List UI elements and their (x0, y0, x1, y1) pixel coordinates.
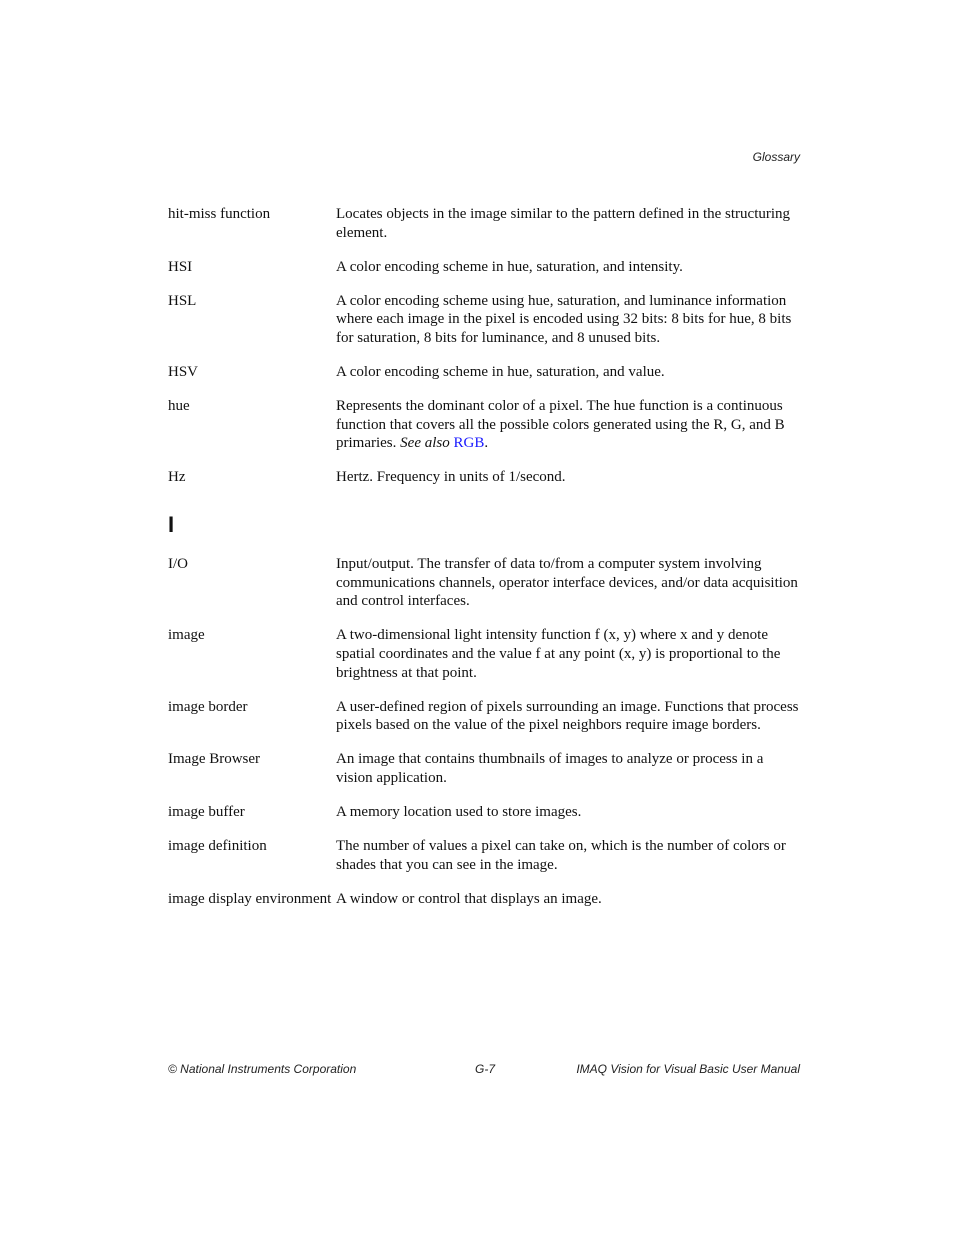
glossary-entry (168, 205, 800, 242)
glossary-entries (168, 205, 800, 924)
glossary-term: image display environment (168, 890, 332, 907)
glossary-entry (168, 890, 800, 909)
glossary-entry (168, 750, 800, 787)
definition-text-end: . (484, 435, 489, 452)
glossary-entry (168, 837, 800, 874)
glossary-definition: Locates objects in the image similar to the pattern defined in the structuring element. (336, 206, 791, 241)
glossary-definition: A two-dimensional light intensity function f (x, y) where x and y denote spatial coordinates and the value f at any point (x, y) is proportional to the brightness at that point. (336, 627, 781, 681)
glossary-definition: A color encoding scheme in hue, saturation, and intensity. (336, 258, 683, 275)
definition-text: Represents the dominant color of a pixel. The hue function is a continuous function that covers all the possible colors generated using the R, G, and B primaries. (336, 398, 785, 452)
running-head: Glossary (752, 150, 800, 164)
glossary-definition: A window or control that displays an image. (336, 890, 602, 907)
rgb-link[interactable]: RGB (453, 435, 485, 452)
glossary-term: HSL (168, 292, 197, 309)
glossary-definition: A color encoding scheme in hue, saturation, and value. (336, 364, 665, 381)
footer-manual-title: IMAQ Vision for Visual Basic User Manual (576, 1062, 800, 1076)
see-also-label: See also (400, 435, 450, 452)
glossary-term: image buffer (168, 803, 245, 820)
footer-copyright: © National Instruments Corporation (168, 1062, 357, 1076)
section-heading-i: I (168, 512, 175, 538)
glossary-term: Hz (168, 469, 186, 486)
glossary-term: image (168, 627, 205, 644)
glossary-term: image definition (168, 838, 267, 855)
glossary-entry (168, 555, 800, 611)
glossary-entry (168, 803, 800, 822)
footer-page-number: G-7 (475, 1062, 496, 1076)
glossary-term: Image Browser (168, 751, 261, 768)
glossary-definition: A user-defined region of pixels surrounding an image. Functions that process pixels based on the value of the pixel neighbors require image borders. (336, 698, 799, 734)
glossary-term: I/O (168, 556, 188, 573)
glossary-definition (336, 397, 800, 453)
glossary-entry (168, 698, 800, 735)
glossary-term: HSI (168, 258, 193, 275)
glossary-definition: A memory location used to store images. (336, 803, 582, 820)
glossary-entry (168, 292, 800, 348)
glossary-definition: Input/output. The transfer of data to/from a computer system involving communications channels, operator interface devices, and/or data acquisition and control interfaces. (336, 556, 798, 610)
glossary-term: hue (168, 398, 190, 415)
glossary-entry (168, 626, 800, 682)
glossary-term: HSV (168, 364, 199, 381)
glossary-definition: Hertz. Frequency in units of 1/second. (336, 469, 566, 486)
glossary-entry (168, 258, 800, 277)
glossary-term: image border (168, 698, 248, 715)
glossary-entry (168, 468, 800, 487)
glossary-definition: The number of values a pixel can take on, which is the number of colors or shades that you can see in the image. (336, 838, 786, 873)
glossary-term: hit-miss function (168, 206, 271, 222)
glossary-definition: A color encoding scheme using hue, saturation, and luminance information where each image in the pixel is encoded using 32 bits: 8 bits for hue, 8 bits for saturation, 8 bits for luminance, and 8 unused bits. (336, 292, 792, 346)
glossary-definition: An image that contains thumbnails of images to analyze or process in a vision application. (336, 751, 764, 786)
glossary-entry (168, 363, 800, 382)
glossary-entry (168, 397, 800, 453)
